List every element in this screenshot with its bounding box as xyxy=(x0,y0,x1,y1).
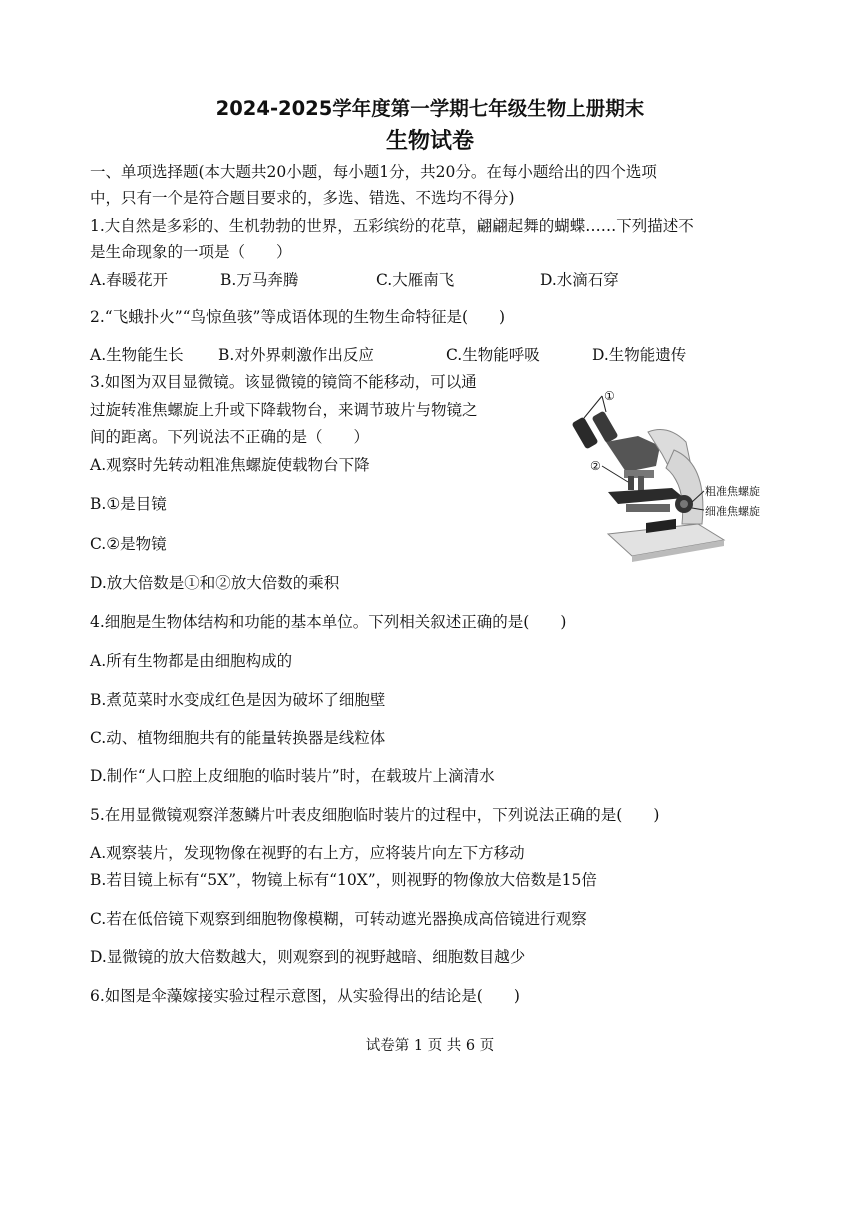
q1-stem-line1: 1.大自然是多彩的、生机勃勃的世界，五彩缤纷的花草，翩翩起舞的蝴蝶……下列描述不 xyxy=(90,217,694,235)
q3-stem-line2: 过旋转准焦螺旋上升或下降载物台，来调节玻片与物镜之 xyxy=(90,401,478,419)
q1-option-c: C.大雁南飞 xyxy=(376,271,455,289)
q6-stem: 6.如图是伞藻嫁接实验过程示意图，从实验得出的结论是( ) xyxy=(90,987,520,1005)
q5-option-d: D.显微镜的放大倍数越大，则观察到的视野越暗、细胞数目越少 xyxy=(90,948,526,966)
figure-label-fine-focus: 细准焦螺旋 xyxy=(705,505,760,518)
q4-option-a: A.所有生物都是由细胞构成的 xyxy=(90,652,293,670)
q5-option-b: B.若目镜上标有“5X”，物镜上标有“10X”，则视野的物像放大倍数是15倍 xyxy=(90,871,597,889)
q4-option-d: D.制作“人口腔上皮细胞的临时装片”时，在载玻片上滴清水 xyxy=(90,767,495,785)
figure-label-objective: ② xyxy=(590,459,601,473)
q4-option-c: C.动、植物细胞共有的能量转换器是线粒体 xyxy=(90,729,386,747)
figure-label-eyepiece: ① xyxy=(604,389,615,403)
q2-option-a: A.生物能生长 xyxy=(90,346,184,364)
q3-option-a: A.观察时先转动粗准焦螺旋使载物台下降 xyxy=(90,456,370,474)
q2-stem: 2.“飞蛾扑火”“鸟惊鱼骇”等成语体现的生物生命特征是( ) xyxy=(90,308,506,326)
q3-option-b: B.①是目镜 xyxy=(90,495,167,513)
microscope-figure xyxy=(568,384,780,564)
section-heading-line2: 中，只有一个是符合题目要求的，多选、错选、不选均不得分) xyxy=(90,189,515,207)
exam-title: 2024-2025学年度第一学期七年级生物上册期末 xyxy=(215,97,645,120)
q2-option-d: D.生物能遗传 xyxy=(592,346,687,364)
q2-option-c: C.生物能呼吸 xyxy=(446,346,540,364)
q3-option-c: C.②是物镜 xyxy=(90,535,167,553)
q3-stem-line1: 3.如图为双目显微镜。该显微镜的镜筒不能移动，可以通 xyxy=(90,373,477,391)
q1-option-a: A.春暖花开 xyxy=(90,271,169,289)
objective-icon xyxy=(624,470,654,492)
q5-option-a: A.观察装片，发现物像在视野的右上方，应将装片向左下方移动 xyxy=(90,844,525,862)
q4-stem: 4.细胞是生物体结构和功能的基本单位。下列相关叙述正确的是( ) xyxy=(90,613,567,631)
q2-option-b: B.对外界刺激作出反应 xyxy=(218,346,374,364)
page-footer: 试卷第 1 页 共 6 页 xyxy=(365,1038,495,1054)
section-heading-line1: 一、单项选择题(本大题共20小题，每小题1分，共20分。在每小题给出的四个选项 xyxy=(90,163,657,181)
q4-option-b: B.煮苋菜时水变成红色是因为破坏了细胞壁 xyxy=(90,691,386,709)
exam-subtitle: 生物试卷 xyxy=(385,129,474,154)
q1-option-b: B.万马奔腾 xyxy=(220,271,299,289)
figure-label-coarse-focus: 粗准焦螺旋 xyxy=(705,485,760,498)
q1-stem-line2: 是生命现象的一项是（ ） xyxy=(90,243,292,261)
q1-option-d: D.水滴石穿 xyxy=(540,271,619,289)
q5-stem: 5.在用显微镜观察洋葱鳞片叶表皮细胞临时装片的过程中，下列说法正确的是( ) xyxy=(90,806,660,824)
q3-stem-line3: 间的距离。下列说法不正确的是（ ） xyxy=(90,428,370,446)
q3-option-d: D.放大倍数是①和②放大倍数的乘积 xyxy=(90,574,340,592)
q5-option-c: C.若在低倍镜下观察到细胞物像模糊，可转动遮光器换成高倍镜进行观察 xyxy=(90,910,587,928)
